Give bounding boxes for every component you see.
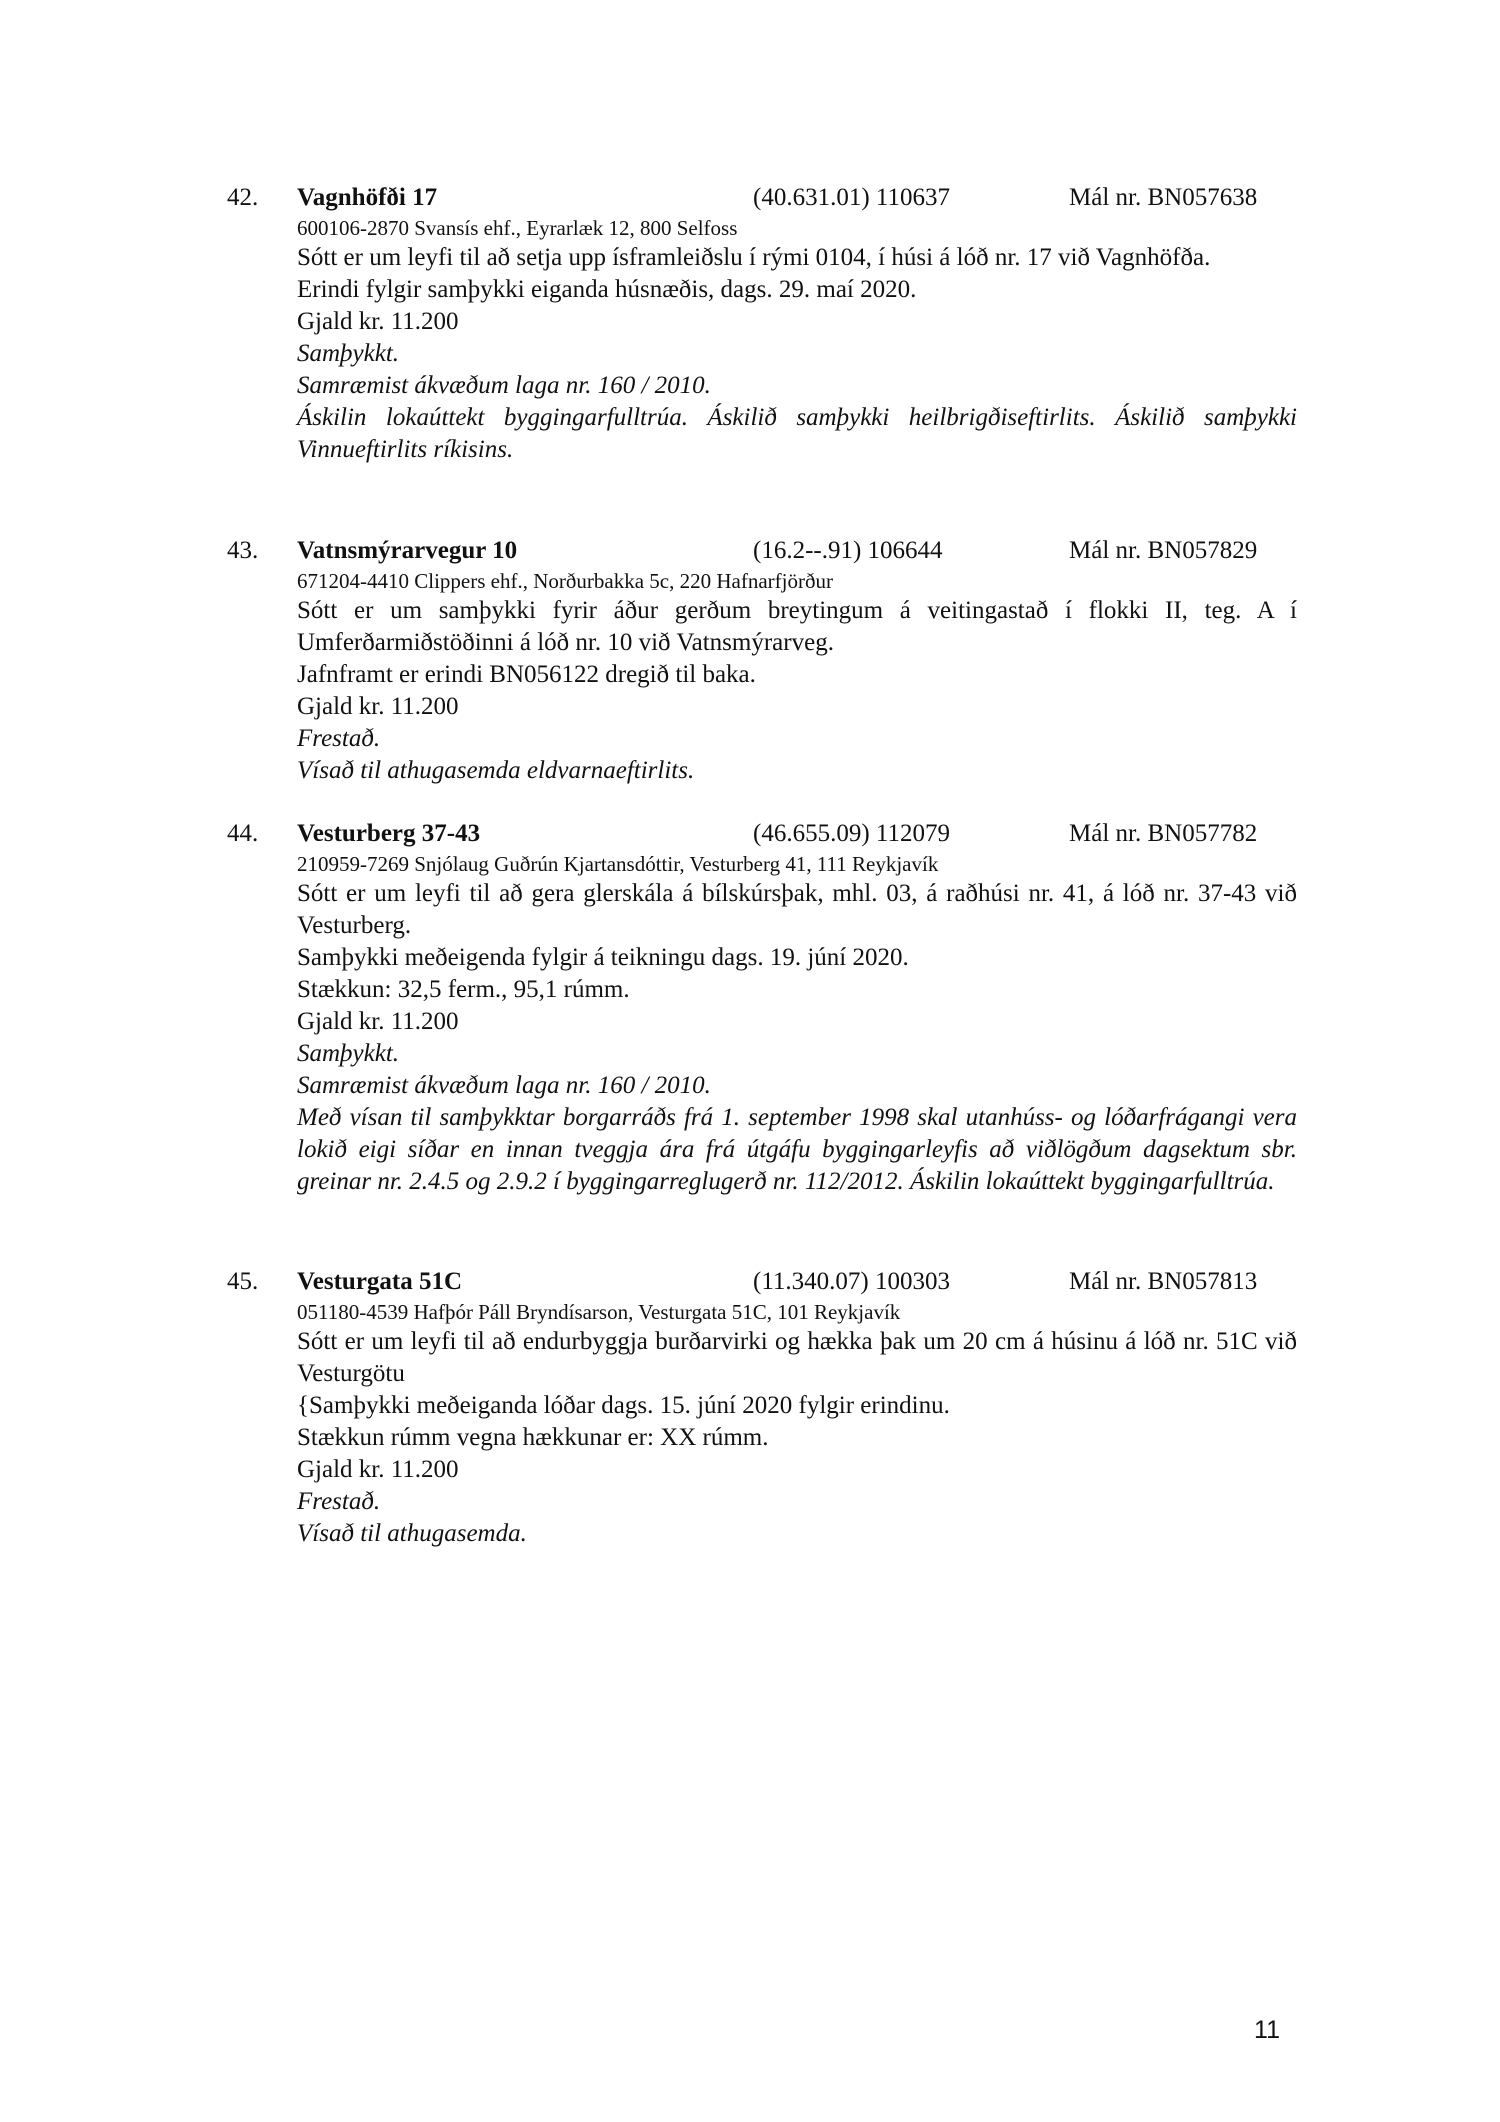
entry-number: 42.	[227, 184, 259, 211]
entry-42	[227, 182, 1297, 466]
fee-line: Gjald kr. 11.200	[297, 308, 459, 335]
application-text: Sótt er um leyfi til að gera glerskála á bílskúrsþak, mhl. 03, á raðhúsi nr. 41, á lóð nr. 37-43 við Vesturberg.	[297, 880, 1297, 939]
note-line: Samþykki meðeigenda fylgir á teikningu dags. 19. júní 2020.	[297, 944, 909, 971]
decision: Samþykkt.	[297, 340, 400, 367]
property-code: (46.655.09) 112079	[753, 820, 950, 847]
application-text: Sótt er um samþykki fyrir áður gerðum breytingum á veitingastað í flokki II, teg. A í Umferðarmiðstöðinni á lóð nr. 10 við Vatnsmýrarveg.	[297, 597, 1297, 656]
entry-number: 43.	[227, 537, 259, 564]
decision: Samþykkt.	[297, 1040, 400, 1067]
case-number: Mál nr. BN057782	[1069, 820, 1258, 847]
application-text: Sótt er um leyfi til að endurbyggja burðarvirki og hækka þak um 20 cm á húsinu á lóð nr. 51C við Vesturgötu	[297, 1328, 1297, 1387]
entry-number: 45.	[227, 1268, 259, 1295]
entry-43	[227, 535, 1297, 787]
remark-line: Vísað til athugasemda.	[297, 1520, 527, 1547]
fee-line: Gjald kr. 11.200	[297, 693, 459, 720]
remark-line: Með vísan til samþykktar borgarráðs frá 1. september 1998 skal utanhúss- og lóðarfrágangi vera lokið eigi síðar en innan tveggja ára frá útgáfu byggingarleyfis að viðlögðum dagsektum sbr. greinar nr. 2.4.5 og 2.9.2 í byggingarreglugerð nr. 112/2012. Áskilin lokaúttekt byggingarfulltrúa.	[297, 1104, 1297, 1195]
note-line: Jafnframt er erindi BN056122 dregið til baka.	[297, 661, 756, 688]
applicant: 671204-4410 Clippers ehf., Norðurbakka 5c, 220 Hafnarfjörður	[297, 569, 833, 593]
applicant: 051180-4539 Hafþór Páll Bryndísarson, Vesturgata 51C, 101 Reykjavík	[297, 1300, 901, 1324]
street-address: Vesturgata 51C	[297, 1268, 463, 1295]
remark-line: Samræmist ákvæðum laga nr. 160 / 2010.	[297, 1072, 711, 1099]
entry-header	[227, 1266, 1297, 1298]
property-code: (11.340.07) 100303	[753, 1268, 950, 1295]
street-address: Vatnsmýrarvegur 10	[297, 537, 518, 564]
applicant: 210959-7269 Snjólaug Guðrún Kjartansdóttir, Vesturberg 41, 111 Reykjavík	[297, 852, 939, 876]
note-line: Stækkun rúmm vegna hækkunar er: XX rúmm.	[297, 1424, 769, 1451]
case-number: Mál nr. BN057829	[1069, 537, 1258, 564]
entry-45	[227, 1266, 1297, 1550]
note-line: Erindi fylgir samþykki eiganda húsnæðis, dags. 29. maí 2020.	[297, 276, 917, 303]
property-code: (16.2--.91) 106644	[753, 537, 943, 564]
remark-line: Samræmist ákvæðum laga nr. 160 / 2010.	[297, 372, 711, 399]
case-number: Mál nr. BN057813	[1069, 1268, 1258, 1295]
entry-header	[227, 535, 1297, 567]
entry-header	[227, 182, 1297, 214]
street-address: Vagnhöfði 17	[297, 184, 438, 211]
page-number: 11	[1254, 2016, 1280, 2044]
remark-line: Vísað til athugasemda eldvarnaeftirlits.	[297, 757, 695, 784]
application-text: Sótt er um leyfi til að setja upp ísframleiðslu í rými 0104, í húsi á lóð nr. 17 við Vagnhöfða.	[297, 244, 1211, 271]
entry-number: 44.	[227, 820, 259, 847]
decision: Frestað.	[297, 725, 381, 752]
entry-44	[227, 818, 1297, 1198]
property-code: (40.631.01) 110637	[753, 184, 950, 211]
note-line: Stækkun: 32,5 ferm., 95,1 rúmm.	[297, 976, 630, 1003]
entry-header	[227, 818, 1297, 850]
applicant: 600106-2870 Svansís ehf., Eyrarlæk 12, 800 Selfoss	[297, 216, 738, 240]
fee-line: Gjald kr. 11.200	[297, 1008, 459, 1035]
decision: Frestað.	[297, 1488, 381, 1515]
case-number: Mál nr. BN057638	[1069, 184, 1258, 211]
street-address: Vesturberg 37-43	[297, 820, 481, 847]
note-line: {Samþykki meðeiganda lóðar dags. 15. júní 2020 fylgir erindinu.	[297, 1392, 950, 1419]
fee-line: Gjald kr. 11.200	[297, 1456, 459, 1483]
remark-line: Áskilin lokaúttekt byggingarfulltrúa. Áskilið samþykki heilbrigðiseftirlits. Áskilið samþykki Vinnueftirlits ríkisins.	[297, 404, 1297, 463]
